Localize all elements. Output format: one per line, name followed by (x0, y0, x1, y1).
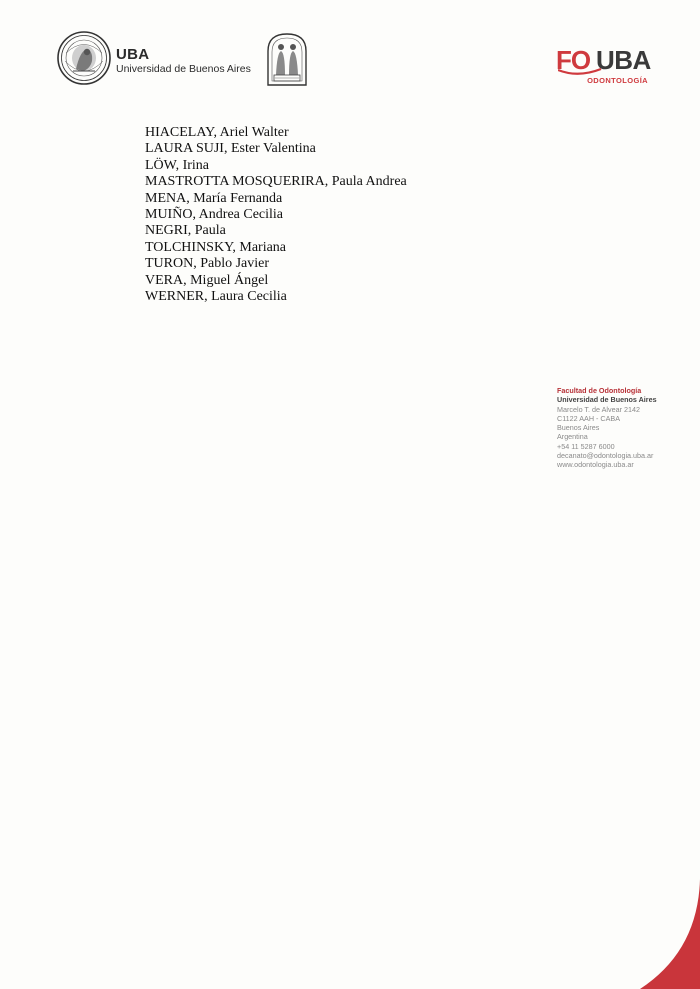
list-item: LÖW, Irina (145, 157, 210, 173)
names-list (145, 125, 407, 305)
address-country: Argentina (557, 432, 588, 442)
list-item: MUIÑO, Andrea Cecilia (145, 207, 284, 223)
fo-subtitle: ODONTOLOGÍA (587, 76, 648, 85)
list-item: TOLCHINSKY, Mariana (145, 239, 287, 255)
faculty-emblem-icon (265, 31, 309, 87)
faculty-name: Facultad de Odontología (557, 386, 642, 395)
fo-mark-right: UBA (596, 45, 651, 75)
address-website: www.odontologia.uba.ar (557, 460, 634, 470)
list-item: WERNER, Laura Cecilia (145, 289, 287, 305)
list-item: MASTROTTA MOSQUERIRA, Paula Andrea (145, 174, 407, 190)
address-city: Buenos Aires (557, 423, 600, 433)
uba-seal-icon (57, 31, 111, 85)
uba-full-name: Universidad de Buenos Aires (116, 63, 251, 75)
address-street: Marcelo T. de Alvear 2142 (557, 404, 640, 414)
fo-uba-logo (556, 45, 651, 85)
address-email: decanato@odontologia.uba.ar (557, 451, 654, 461)
fo-uba-mark (556, 45, 651, 75)
list-item: TURON, Pablo Javier (145, 256, 270, 272)
address-block (557, 386, 657, 470)
fo-mark-left: FO (556, 45, 591, 75)
corner-arc-decoration (590, 879, 700, 989)
address-postal: C1122 AAH - CABA (557, 413, 620, 423)
list-item: LAURA SUJI, Ester Valentina (145, 141, 316, 157)
uba-acronym: UBA (116, 46, 150, 63)
list-item: HIACELAY, Ariel Walter (145, 125, 289, 140)
list-item: MENA, María Fernanda (145, 190, 283, 206)
list-item: VERA, Miguel Ángel (145, 272, 269, 288)
uba-wordmark (116, 47, 251, 76)
address-phone: +54 11 5287 6000 (557, 441, 615, 451)
list-item: NEGRI, Paula (145, 223, 226, 239)
university-name: Universidad de Buenos Aires (557, 395, 657, 405)
